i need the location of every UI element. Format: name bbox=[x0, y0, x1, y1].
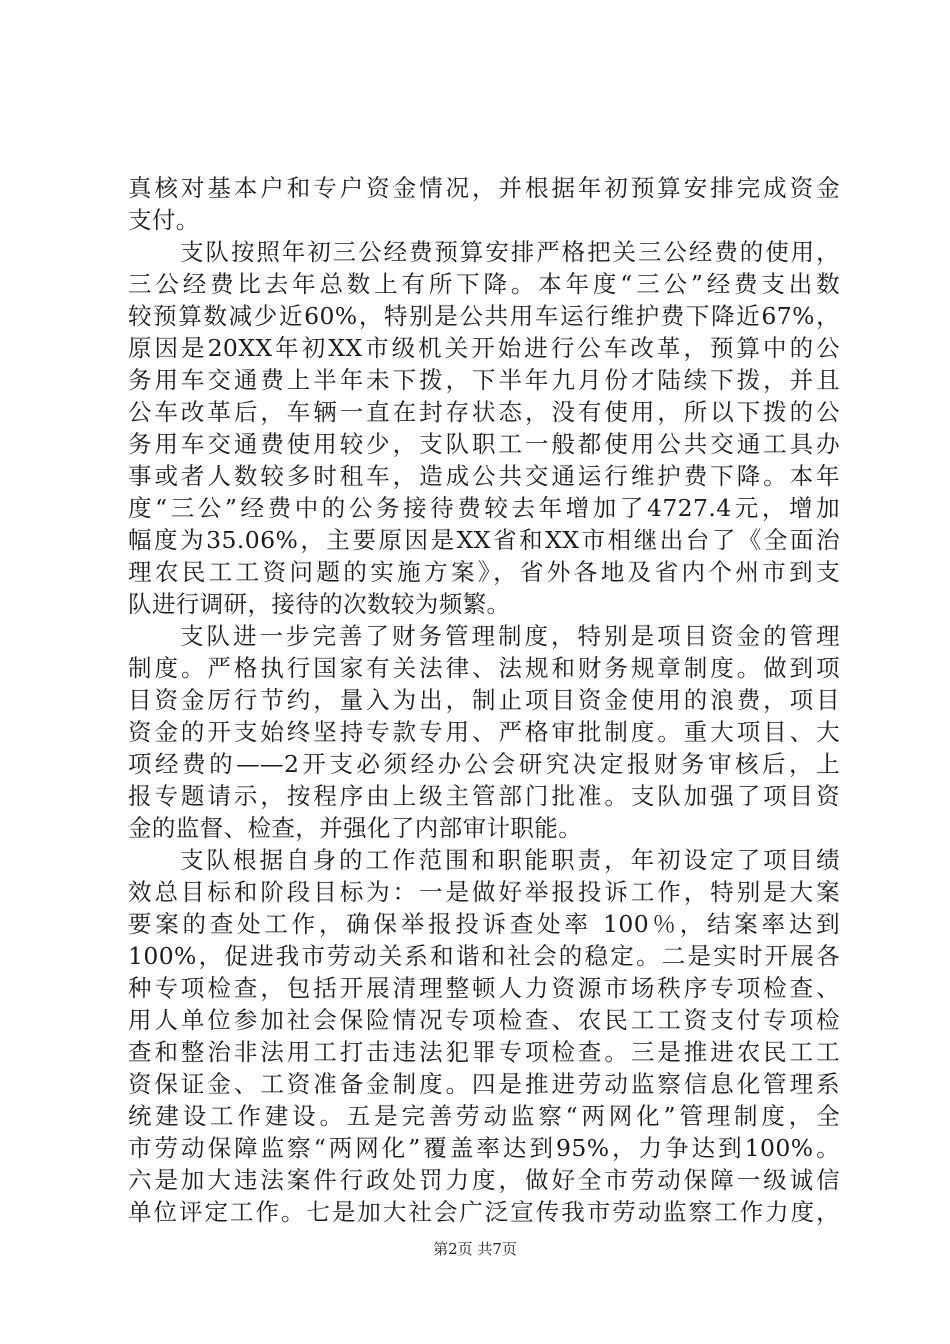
paragraph-2-line: 幅度为35.06%，主要原因是XX省和XX市相继出台了《全面治 bbox=[128, 526, 840, 554]
paragraph-3-line: 项经费的——2开支必须经办公会研究决定报财务审核后，上 bbox=[128, 750, 840, 778]
paragraph-4-line: 用人单位参加社会保险情况专项检查、农民工工资支付专项检 bbox=[128, 1006, 840, 1034]
paragraph-2-line: 三公经费比去年总数上有所下降。本年度“三公”经费支出数 bbox=[128, 270, 840, 298]
paragraph-3-line: 报专题请示，按程序由上级主管部门批准。支队加强了项目资 bbox=[128, 782, 840, 810]
paragraph-3-line: 制度。严格执行国家有关法律、法规和财务规章制度。做到项 bbox=[128, 654, 840, 682]
paragraph-4-line: 支队根据自身的工作范围和职能职责，年初设定了项目绩 bbox=[180, 846, 840, 874]
paragraph-2-line: 度“三公”经费中的公务接待费较去年增加了4727.4元，增加 bbox=[128, 494, 840, 522]
paragraph-1-line: 真核对基本户和专户资金情况，并根据年初预算安排完成资金 bbox=[128, 174, 840, 202]
paragraph-2-line: 较预算数减少近60%，特别是公共用车运行维护费下降近67%， bbox=[128, 302, 840, 330]
paragraph-2-line: 理农民工工资问题的实施方案》，省外各地及省内个州市到支 bbox=[128, 558, 840, 586]
paragraph-4-line: 统建设工作建设。五是完善劳动监察“两网化”管理制度，全 bbox=[128, 1102, 840, 1130]
paragraph-4-line: 查和整治非法用工打击违法犯罪专项检查。三是推进农民工工 bbox=[128, 1038, 840, 1066]
paragraph-4-line: 市劳动保障监察“两网化”覆盖率达到95%，力争达到100%。 bbox=[128, 1134, 840, 1162]
paragraph-4-line: 六是加大违法案件行政处罚力度，做好全市劳动保障一级诚信 bbox=[128, 1166, 840, 1194]
paragraph-2-line: 公车改革后，车辆一直在封存状态，没有使用，所以下拨的公 bbox=[128, 398, 840, 426]
paragraph-2-line: 支队按照年初三公经费预算安排严格把关三公经费的使用， bbox=[180, 238, 840, 266]
paragraph-3-line: 目资金厉行节约，量入为出，制止项目资金使用的浪费，项目 bbox=[128, 686, 840, 714]
paragraph-4-line: 单位评定工作。七是加大社会广泛宣传我市劳动监察工作力度， bbox=[128, 1198, 840, 1226]
paragraph-3-line: 金的监督、检查，并强化了内部审计职能。 bbox=[128, 814, 583, 842]
paragraph-2-line: 队进行调研，接待的次数较为频繁。 bbox=[128, 590, 511, 618]
paragraph-2-line: 事或者人数较多时租车，造成公共交通运行维护费下降。本年 bbox=[128, 462, 840, 490]
paragraph-2-line: 原因是20XX年初XX市级机关开始进行公车改革，预算中的公 bbox=[128, 334, 840, 362]
document-body bbox=[128, 172, 840, 1228]
paragraph-4-line: 种专项检查，包括开展清理整顿人力资源市场秩序专项检查、 bbox=[128, 974, 840, 1002]
paragraph-4-line: 100%，促进我市劳动关系和谐和社会的稳定。二是实时开展各 bbox=[128, 942, 840, 970]
paragraph-2-line: 务用车交通费上半年未下拨，下半年九月份才陆续下拨，并且 bbox=[128, 366, 840, 394]
page-footer: 第2页 共7页 bbox=[433, 1240, 517, 1258]
paragraph-4-line: 要案的查处工作，确保举报投诉查处率 100％，结案率达到 bbox=[128, 910, 840, 938]
paragraph-3-line: 支队进一步完善了财务管理制度，特别是项目资金的管理 bbox=[180, 622, 840, 650]
paragraph-4-line: 效总目标和阶段目标为：一是做好举报投诉工作，特别是大案 bbox=[128, 878, 840, 906]
paragraph-2-line: 务用车交通费使用较少，支队职工一般都使用公共交通工具办 bbox=[128, 430, 840, 458]
paragraph-3-line: 资金的开支始终坚持专款专用、严格审批制度。重大项目、大 bbox=[128, 718, 840, 746]
paragraph-4-line: 资保证金、工资准备金制度。四是推进劳动监察信息化管理系 bbox=[128, 1070, 840, 1098]
paragraph-1-line: 支付。 bbox=[128, 206, 200, 234]
